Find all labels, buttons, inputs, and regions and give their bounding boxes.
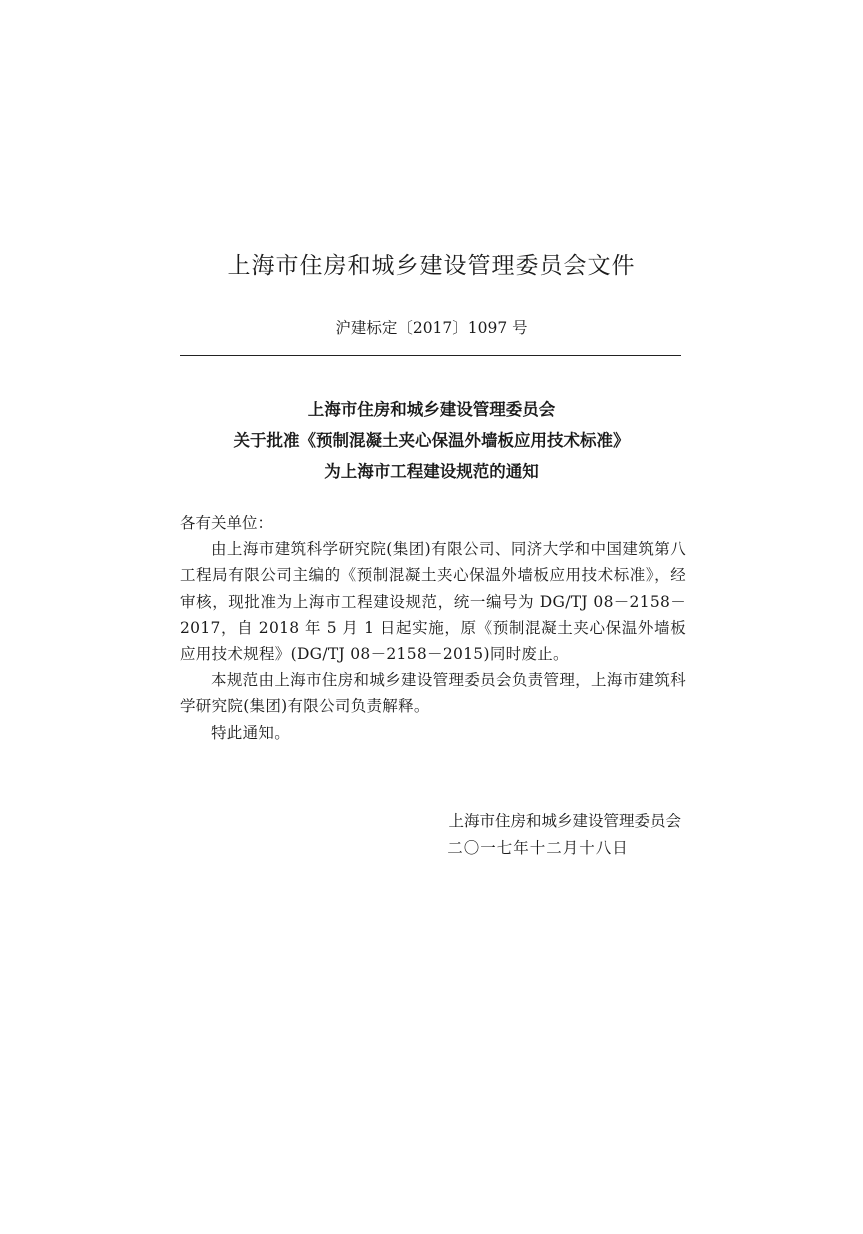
- body-paragraph-1: 由上海市建筑科学研究院(集团)有限公司、同济大学和中国建筑第八工程局有限公司主编的《预制混凝土夹心保温外墙板应用技术标准》，经审核，现批准为上海市工程建设规范，统一编号为 DG/TJ 08－2158－2017，自 2018 年 5 月 1 日起实施，原《预制混凝土夹心保温外墙板应用技术规程》(DG/TJ 08－2158－2015)同时废止。: [180, 540, 686, 664]
- salutation: 各有关单位：: [180, 514, 274, 532]
- body-paragraph-2: 本规范由上海市住房和城乡建设管理委员会负责管理，上海市建筑科学研究院(集团)有限公司负责解释。: [180, 671, 686, 716]
- header-divider: [180, 355, 681, 356]
- notice-title-line-1: 上海市住房和城乡建设管理委员会: [307, 400, 556, 419]
- notice-body: [180, 510, 686, 746]
- signature-date: 二〇一七年十二月十八日: [447, 839, 629, 857]
- signature-organization: 上海市住房和城乡建设管理委员会: [448, 812, 681, 830]
- notice-title: [0, 394, 863, 487]
- notice-title-line-3: 为上海市工程建设规范的通知: [324, 462, 539, 481]
- body-paragraph-3: 特此通知。: [211, 723, 291, 742]
- document-header-title: 上海市住房和城乡建设管理委员会文件: [227, 253, 636, 279]
- notice-title-line-2: 关于批准《预制混凝土夹心保温外墙板应用技术标准》: [233, 431, 630, 450]
- document-number: 沪建标定〔2017〕1097 号: [335, 319, 528, 337]
